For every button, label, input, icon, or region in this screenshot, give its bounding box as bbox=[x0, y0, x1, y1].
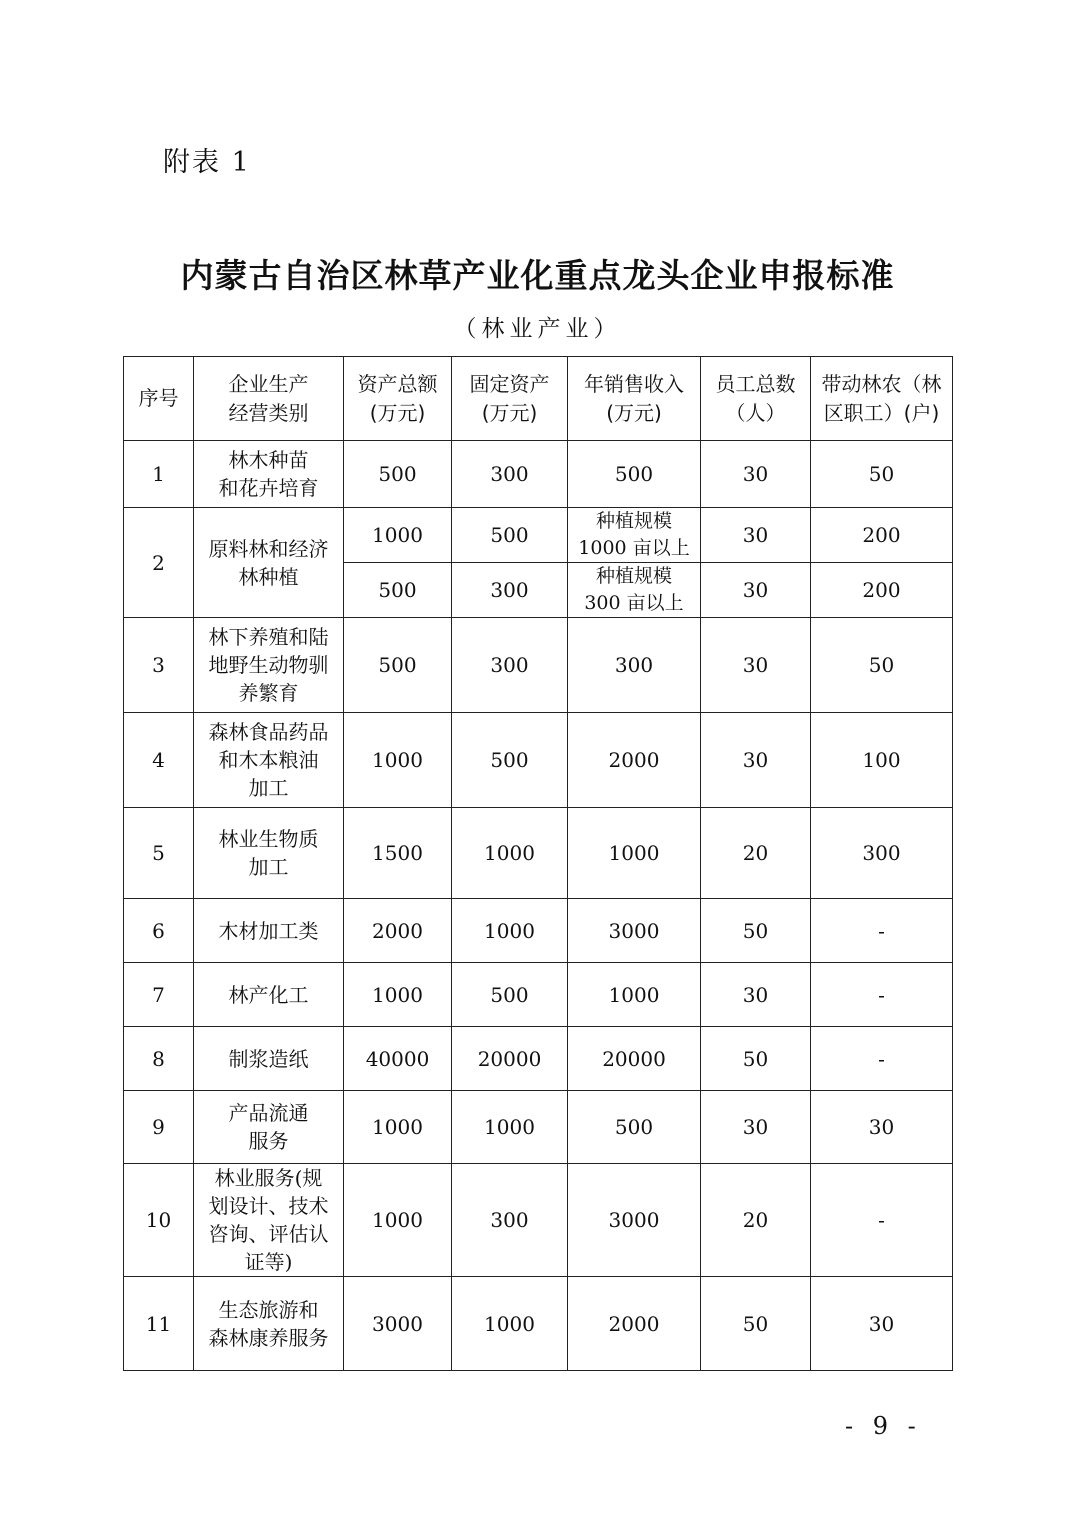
row-farmers: 50 bbox=[811, 441, 953, 508]
row-fixed-assets: 500 bbox=[452, 963, 568, 1027]
table-row bbox=[124, 618, 953, 713]
row-annual-sales: 3000 bbox=[568, 1164, 701, 1277]
row-seq: 4 bbox=[124, 713, 194, 808]
row-total-assets: 1000 bbox=[344, 1091, 452, 1164]
row-seq: 9 bbox=[124, 1091, 194, 1164]
row-total-assets: 2000 bbox=[344, 899, 452, 963]
row-total-assets: 1000 bbox=[344, 508, 452, 563]
header-fixed-assets: 固定资产 (万元) bbox=[452, 357, 568, 441]
row-fixed-assets: 300 bbox=[452, 563, 568, 618]
table-row bbox=[124, 1027, 953, 1091]
row-farmers: 300 bbox=[811, 808, 953, 899]
row-annual-sales: 1000 bbox=[568, 963, 701, 1027]
row-category: 木材加工类 bbox=[194, 899, 344, 963]
row-total-assets: 1000 bbox=[344, 963, 452, 1027]
row-annual-sales: 500 bbox=[568, 441, 701, 508]
row-category: 林业生物质 加工 bbox=[194, 808, 344, 899]
row-farmers: - bbox=[811, 1164, 953, 1277]
page-number: - 9 - bbox=[845, 1412, 922, 1440]
row-total-assets: 1000 bbox=[344, 713, 452, 808]
row-annual-sales: 2000 bbox=[568, 713, 701, 808]
row-total-assets: 500 bbox=[344, 441, 452, 508]
row-seq: 1 bbox=[124, 441, 194, 508]
row-category: 原料林和经济 林种植 bbox=[194, 508, 344, 618]
row-category: 林木种苗 和花卉培育 bbox=[194, 441, 344, 508]
document-subtitle: （林业产业） bbox=[453, 316, 622, 342]
row-annual-sales: 种植规模 300 亩以上 bbox=[568, 563, 701, 618]
row-total-assets: 1000 bbox=[344, 1164, 452, 1277]
row-employees: 30 bbox=[701, 618, 811, 713]
row-fixed-assets: 1000 bbox=[452, 1277, 568, 1371]
row-annual-sales: 3000 bbox=[568, 899, 701, 963]
row-annual-sales: 2000 bbox=[568, 1277, 701, 1371]
row-fixed-assets: 1000 bbox=[452, 1091, 568, 1164]
row-category: 产品流通 服务 bbox=[194, 1091, 344, 1164]
row-category: 生态旅游和 森林康养服务 bbox=[194, 1277, 344, 1371]
row-seq: 7 bbox=[124, 963, 194, 1027]
header-annual-sales: 年销售收入 (万元) bbox=[568, 357, 701, 441]
row-fixed-assets: 20000 bbox=[452, 1027, 568, 1091]
row-category: 林业服务(规 划设计、技术 咨询、评估认 证等) bbox=[194, 1164, 344, 1277]
table-row bbox=[124, 1091, 953, 1164]
row-employees: 50 bbox=[701, 1277, 811, 1371]
row-farmers: 50 bbox=[811, 618, 953, 713]
header-category: 企业生产 经营类别 bbox=[194, 357, 344, 441]
row-fixed-assets: 500 bbox=[452, 713, 568, 808]
row-employees: 30 bbox=[701, 1091, 811, 1164]
header-farmers: 带动林农（林 区职工）(户) bbox=[811, 357, 953, 441]
row-employees: 30 bbox=[701, 441, 811, 508]
row-category: 制浆造纸 bbox=[194, 1027, 344, 1091]
row-total-assets: 500 bbox=[344, 563, 452, 618]
row-category: 林产化工 bbox=[194, 963, 344, 1027]
row-annual-sales: 20000 bbox=[568, 1027, 701, 1091]
row-seq: 11 bbox=[124, 1277, 194, 1371]
row-seq: 2 bbox=[124, 508, 194, 618]
row-farmers: - bbox=[811, 963, 953, 1027]
row-fixed-assets: 1000 bbox=[452, 899, 568, 963]
row-total-assets: 3000 bbox=[344, 1277, 452, 1371]
row-total-assets: 500 bbox=[344, 618, 452, 713]
row-farmers: - bbox=[811, 899, 953, 963]
table-row bbox=[124, 808, 953, 899]
row-employees: 30 bbox=[701, 713, 811, 808]
row-farmers: 30 bbox=[811, 1277, 953, 1371]
row-employees: 20 bbox=[701, 1164, 811, 1277]
row-farmers: 30 bbox=[811, 1091, 953, 1164]
row-annual-sales: 1000 bbox=[568, 808, 701, 899]
table-row bbox=[124, 899, 953, 963]
row-employees: 50 bbox=[701, 899, 811, 963]
table-row bbox=[124, 441, 953, 508]
header-total-assets: 资产总额 (万元) bbox=[344, 357, 452, 441]
row-farmers: 100 bbox=[811, 713, 953, 808]
row-annual-sales: 种植规模 1000 亩以上 bbox=[568, 508, 701, 563]
header-seq: 序号 bbox=[124, 357, 194, 441]
row-employees: 30 bbox=[701, 563, 811, 618]
row-farmers: 200 bbox=[811, 563, 953, 618]
table-row bbox=[124, 963, 953, 1027]
row-farmers: - bbox=[811, 1027, 953, 1091]
row-employees: 30 bbox=[701, 963, 811, 1027]
annex-label: 附表 1 bbox=[163, 147, 251, 178]
row-annual-sales: 300 bbox=[568, 618, 701, 713]
row-seq: 3 bbox=[124, 618, 194, 713]
table-row bbox=[124, 508, 953, 563]
row-fixed-assets: 300 bbox=[452, 1164, 568, 1277]
row-seq: 8 bbox=[124, 1027, 194, 1091]
row-employees: 30 bbox=[701, 508, 811, 563]
row-seq: 6 bbox=[124, 899, 194, 963]
row-farmers: 200 bbox=[811, 508, 953, 563]
table-row bbox=[124, 1164, 953, 1277]
row-annual-sales: 500 bbox=[568, 1091, 701, 1164]
row-seq: 5 bbox=[124, 808, 194, 899]
row-fixed-assets: 1000 bbox=[452, 808, 568, 899]
row-employees: 50 bbox=[701, 1027, 811, 1091]
row-fixed-assets: 300 bbox=[452, 441, 568, 508]
row-seq: 10 bbox=[124, 1164, 194, 1277]
table-row bbox=[124, 1277, 953, 1371]
table-header-row bbox=[124, 357, 953, 441]
row-total-assets: 1500 bbox=[344, 808, 452, 899]
row-employees: 20 bbox=[701, 808, 811, 899]
row-category: 林下养殖和陆 地野生动物驯 养繁育 bbox=[194, 618, 344, 713]
header-employees: 员工总数 （人） bbox=[701, 357, 811, 441]
row-fixed-assets: 300 bbox=[452, 618, 568, 713]
row-total-assets: 40000 bbox=[344, 1027, 452, 1091]
row-fixed-assets: 500 bbox=[452, 508, 568, 563]
document-title: 内蒙古自治区林草产业化重点龙头企业申报标准 bbox=[180, 256, 895, 295]
row-category: 森林食品药品 和木本粮油 加工 bbox=[194, 713, 344, 808]
table-row bbox=[124, 713, 953, 808]
standards-table bbox=[123, 356, 953, 1371]
